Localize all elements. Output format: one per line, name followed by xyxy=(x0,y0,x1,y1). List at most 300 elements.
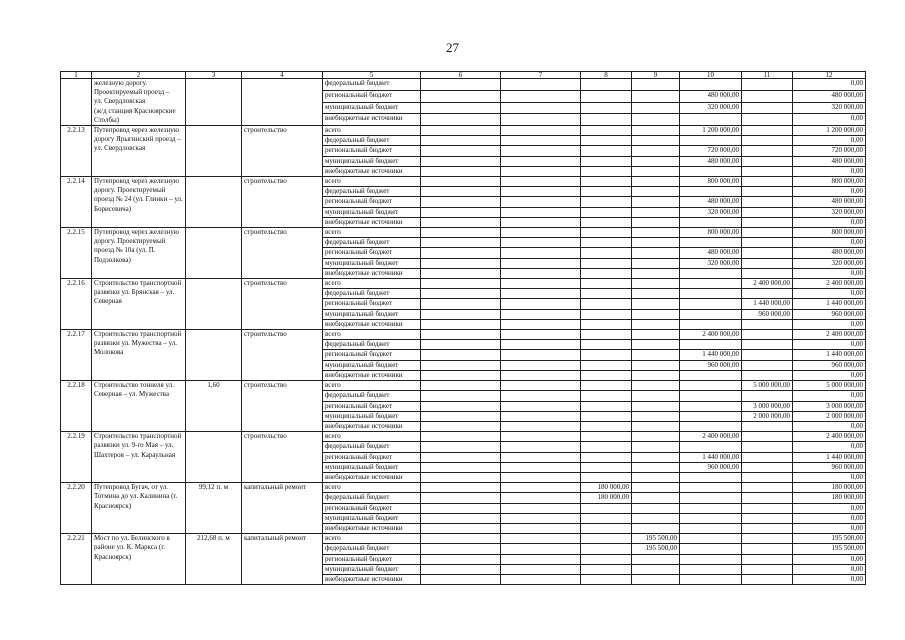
amount-col-6 xyxy=(421,330,501,340)
item-measure xyxy=(186,79,242,126)
amount-col-6 xyxy=(421,289,501,299)
amount-col-9 xyxy=(632,156,680,166)
amount-col-12: 480 000,00 xyxy=(793,156,866,166)
amount-col-12: 800 000,00 xyxy=(793,177,866,187)
amount-col-7 xyxy=(501,340,581,350)
amount-col-10 xyxy=(680,319,742,329)
amount-col-6 xyxy=(421,401,501,411)
amount-col-9 xyxy=(632,350,680,360)
amount-col-11 xyxy=(742,564,793,574)
item-name: Путепровод Бугач, от ул. Тотмина до ул. Калинина (г. Красноярск) xyxy=(92,483,186,534)
item-measure: 212,68 п. м xyxy=(186,534,242,585)
amount-col-11: 2 400 000,00 xyxy=(742,279,793,289)
amount-col-9 xyxy=(632,258,680,268)
table-row xyxy=(61,126,866,136)
item-measure xyxy=(186,330,242,381)
amount-col-8 xyxy=(581,472,632,482)
funding-source: всего xyxy=(323,381,421,391)
amount-col-11 xyxy=(742,177,793,187)
funding-source: всего xyxy=(323,432,421,442)
amount-col-7 xyxy=(501,483,581,493)
item-number: 2.2.18 xyxy=(61,381,92,432)
funding-source: муниципальный бюджет xyxy=(323,564,421,574)
amount-col-10: 480 000,00 xyxy=(680,248,742,258)
amount-col-12: 320 000,00 xyxy=(793,102,866,114)
column-header-12: 12 xyxy=(793,72,866,79)
funding-source: внебюджетные источники xyxy=(323,217,421,227)
funding-source: муниципальный бюджет xyxy=(323,360,421,370)
funding-source: региональный бюджет xyxy=(323,90,421,102)
work-type xyxy=(242,79,323,126)
amount-col-9 xyxy=(632,483,680,493)
item-measure xyxy=(186,177,242,228)
amount-col-7 xyxy=(501,146,581,156)
funding-source: региональный бюджет xyxy=(323,401,421,411)
funding-source: региональный бюджет xyxy=(323,197,421,207)
amount-col-11: 2 000 000,00 xyxy=(742,411,793,421)
amount-col-6 xyxy=(421,370,501,380)
amount-col-11 xyxy=(742,370,793,380)
funding-source: всего xyxy=(323,483,421,493)
amount-col-9 xyxy=(632,523,680,533)
amount-col-6 xyxy=(421,309,501,319)
item-number: 2.2.14 xyxy=(61,177,92,228)
amount-col-7 xyxy=(501,217,581,227)
amount-col-12: 0,00 xyxy=(793,238,866,248)
amount-col-7 xyxy=(501,136,581,146)
amount-col-10 xyxy=(680,544,742,554)
amount-col-8 xyxy=(581,289,632,299)
amount-col-11 xyxy=(742,513,793,523)
amount-col-11 xyxy=(742,523,793,533)
amount-col-8 xyxy=(581,114,632,126)
amount-col-12: 800 000,00 xyxy=(793,228,866,238)
item-name: Строительство тоннеля ул. Северная – ул. Мужества xyxy=(92,381,186,432)
amount-col-12: 0,00 xyxy=(793,513,866,523)
amount-col-7 xyxy=(501,156,581,166)
table-row xyxy=(61,534,866,544)
amount-col-8 xyxy=(581,462,632,472)
amount-col-7 xyxy=(501,411,581,421)
amount-col-8 xyxy=(581,411,632,421)
amount-col-8 xyxy=(581,319,632,329)
amount-col-12: 0,00 xyxy=(793,503,866,513)
amount-col-12: 180 000,00 xyxy=(793,483,866,493)
amount-col-8 xyxy=(581,503,632,513)
item-name: Путепровод через железную дорогу Ярыгинский проезд – ул. Свердловская xyxy=(92,126,186,177)
amount-col-12: 480 000,00 xyxy=(793,197,866,207)
amount-col-9 xyxy=(632,207,680,217)
amount-col-8 xyxy=(581,421,632,431)
amount-col-9 xyxy=(632,381,680,391)
funding-source: федеральный бюджет xyxy=(323,442,421,452)
amount-col-10 xyxy=(680,238,742,248)
amount-col-8 xyxy=(581,330,632,340)
amount-col-6 xyxy=(421,238,501,248)
amount-col-12: 2 400 000,00 xyxy=(793,432,866,442)
amount-col-8 xyxy=(581,452,632,462)
amount-col-7 xyxy=(501,187,581,197)
amount-col-10: 320 000,00 xyxy=(680,258,742,268)
column-header-11: 11 xyxy=(742,72,793,79)
amount-col-9 xyxy=(632,319,680,329)
item-name: Путепровод через железную дорогу. Проектируемый проезд № 24 (ул. Глинки – ул. Борисевича) xyxy=(92,177,186,228)
amount-col-9 xyxy=(632,177,680,187)
amount-col-7 xyxy=(501,523,581,533)
amount-col-6 xyxy=(421,90,501,102)
amount-col-6 xyxy=(421,228,501,238)
amount-col-8 xyxy=(581,513,632,523)
amount-col-12: 0,00 xyxy=(793,79,866,91)
amount-col-12: 1 440 000,00 xyxy=(793,299,866,309)
amount-col-11 xyxy=(742,228,793,238)
table-row xyxy=(61,432,866,442)
funding-source: всего xyxy=(323,126,421,136)
amount-col-6 xyxy=(421,166,501,176)
amount-col-6 xyxy=(421,79,501,91)
amount-col-9 xyxy=(632,513,680,523)
amount-col-12: 0,00 xyxy=(793,554,866,564)
column-header-2: 2 xyxy=(92,72,186,79)
amount-col-12: 5 000 000,00 xyxy=(793,381,866,391)
item-number: 2.2.19 xyxy=(61,432,92,483)
amount-col-11 xyxy=(742,156,793,166)
work-type: строительство xyxy=(242,432,323,483)
amount-col-10: 1 200 000,00 xyxy=(680,126,742,136)
amount-col-11 xyxy=(742,462,793,472)
amount-col-6 xyxy=(421,279,501,289)
column-header-5: 5 xyxy=(323,72,421,79)
funding-source: внебюджетные источники xyxy=(323,523,421,533)
amount-col-8 xyxy=(581,268,632,278)
amount-col-6 xyxy=(421,421,501,431)
work-type: строительство xyxy=(242,279,323,330)
amount-col-7 xyxy=(501,228,581,238)
amount-col-6 xyxy=(421,248,501,258)
amount-col-10: 960 000,00 xyxy=(680,462,742,472)
amount-col-8 xyxy=(581,136,632,146)
amount-col-11 xyxy=(742,432,793,442)
amount-col-8: 180 000,00 xyxy=(581,493,632,503)
amount-col-12: 2 400 000,00 xyxy=(793,279,866,289)
funding-source: региональный бюджет xyxy=(323,248,421,258)
amount-col-10 xyxy=(680,523,742,533)
item-measure xyxy=(186,228,242,279)
item-number: 2.2.16 xyxy=(61,279,92,330)
funding-source: внебюджетные источники xyxy=(323,421,421,431)
amount-col-11 xyxy=(742,90,793,102)
amount-col-9 xyxy=(632,248,680,258)
amount-col-11 xyxy=(742,472,793,482)
amount-col-10 xyxy=(680,309,742,319)
amount-col-10 xyxy=(680,421,742,431)
amount-col-10 xyxy=(680,574,742,584)
amount-col-7 xyxy=(501,197,581,207)
table-row xyxy=(61,483,866,493)
column-header-4: 4 xyxy=(242,72,323,79)
amount-col-6 xyxy=(421,544,501,554)
amount-col-8 xyxy=(581,248,632,258)
amount-col-12: 2 000 000,00 xyxy=(793,411,866,421)
amount-col-10 xyxy=(680,187,742,197)
amount-col-10 xyxy=(680,79,742,91)
amount-col-9 xyxy=(632,330,680,340)
amount-col-11 xyxy=(742,197,793,207)
amount-col-11: 3 000 000,00 xyxy=(742,401,793,411)
column-header-9: 9 xyxy=(632,72,680,79)
amount-col-7 xyxy=(501,248,581,258)
amount-col-10 xyxy=(680,289,742,299)
funding-source: всего xyxy=(323,330,421,340)
amount-col-6 xyxy=(421,411,501,421)
item-name: Строительство транспортной развязки ул. 9-го Мая – ул. Шахтеров – ул. Караульная xyxy=(92,432,186,483)
funding-source: внебюджетные источники xyxy=(323,114,421,126)
amount-col-10 xyxy=(680,564,742,574)
funding-source: внебюджетные источники xyxy=(323,319,421,329)
amount-col-8 xyxy=(581,228,632,238)
funding-source: внебюджетные источники xyxy=(323,166,421,176)
amount-col-10 xyxy=(680,381,742,391)
work-type: строительство xyxy=(242,126,323,177)
amount-col-10: 320 000,00 xyxy=(680,102,742,114)
amount-col-7 xyxy=(501,401,581,411)
amount-col-10 xyxy=(680,472,742,482)
amount-col-11 xyxy=(742,503,793,513)
amount-col-7 xyxy=(501,238,581,248)
amount-col-7 xyxy=(501,207,581,217)
amount-col-10: 320 000,00 xyxy=(680,207,742,217)
item-measure xyxy=(186,126,242,177)
funding-source: региональный бюджет xyxy=(323,146,421,156)
amount-col-8 xyxy=(581,340,632,350)
amount-col-12: 0,00 xyxy=(793,217,866,227)
amount-col-11 xyxy=(742,146,793,156)
amount-col-11: 960 000,00 xyxy=(742,309,793,319)
funding-source: муниципальный бюджет xyxy=(323,462,421,472)
amount-col-10 xyxy=(680,503,742,513)
amount-col-6 xyxy=(421,146,501,156)
amount-col-12: 1 200 000,00 xyxy=(793,126,866,136)
amount-col-8 xyxy=(581,309,632,319)
financing-table xyxy=(60,71,866,585)
amount-col-6 xyxy=(421,114,501,126)
amount-col-8 xyxy=(581,79,632,91)
amount-col-11 xyxy=(742,207,793,217)
amount-col-6 xyxy=(421,177,501,187)
amount-col-9 xyxy=(632,574,680,584)
amount-col-11 xyxy=(742,166,793,176)
amount-col-8 xyxy=(581,197,632,207)
amount-col-8 xyxy=(581,350,632,360)
amount-col-6 xyxy=(421,197,501,207)
amount-col-8 xyxy=(581,299,632,309)
amount-col-8 xyxy=(581,238,632,248)
item-name: Строительство транспортной развязки ул. Мужества – ул. Молокова xyxy=(92,330,186,381)
work-type: строительство xyxy=(242,381,323,432)
amount-col-6 xyxy=(421,268,501,278)
amount-col-6 xyxy=(421,299,501,309)
amount-col-7 xyxy=(501,126,581,136)
amount-col-7 xyxy=(501,360,581,370)
amount-col-8 xyxy=(581,523,632,533)
amount-col-8 xyxy=(581,217,632,227)
amount-col-8 xyxy=(581,432,632,442)
amount-col-10 xyxy=(680,391,742,401)
amount-col-10 xyxy=(680,136,742,146)
amount-col-12: 0,00 xyxy=(793,574,866,584)
amount-col-7 xyxy=(501,564,581,574)
amount-col-7 xyxy=(501,503,581,513)
column-header-1: 1 xyxy=(61,72,92,79)
amount-col-11 xyxy=(742,258,793,268)
amount-col-9 xyxy=(632,126,680,136)
amount-col-6 xyxy=(421,472,501,482)
amount-col-9 xyxy=(632,228,680,238)
page-number: 27 xyxy=(446,40,459,55)
amount-col-12: 960 000,00 xyxy=(793,360,866,370)
amount-col-9 xyxy=(632,493,680,503)
item-name: железную дорогу. Проектируемый проезд – ул. Свердловская (ж/д станция Красноярские Столбы) xyxy=(92,79,186,126)
amount-col-11 xyxy=(742,102,793,114)
amount-col-10 xyxy=(680,268,742,278)
amount-col-6 xyxy=(421,513,501,523)
amount-col-8 xyxy=(581,534,632,544)
amount-col-9 xyxy=(632,432,680,442)
amount-col-11 xyxy=(742,79,793,91)
funding-source: всего xyxy=(323,279,421,289)
table-row xyxy=(61,228,866,238)
amount-col-7 xyxy=(501,309,581,319)
amount-col-6 xyxy=(421,442,501,452)
amount-col-6 xyxy=(421,554,501,564)
column-header-6: 6 xyxy=(421,72,501,79)
amount-col-7 xyxy=(501,166,581,176)
amount-col-11 xyxy=(742,114,793,126)
amount-col-12: 0,00 xyxy=(793,268,866,278)
amount-col-7 xyxy=(501,513,581,523)
amount-col-7 xyxy=(501,574,581,584)
amount-col-10: 800 000,00 xyxy=(680,177,742,187)
amount-col-9 xyxy=(632,564,680,574)
amount-col-6 xyxy=(421,217,501,227)
table-row xyxy=(61,79,866,91)
work-type: капитальный ремонт xyxy=(242,534,323,585)
amount-col-9: 195 500,00 xyxy=(632,534,680,544)
funding-source: всего xyxy=(323,534,421,544)
amount-col-11 xyxy=(742,136,793,146)
amount-col-11 xyxy=(742,340,793,350)
amount-col-7 xyxy=(501,534,581,544)
table-body xyxy=(61,79,866,585)
amount-col-9 xyxy=(632,238,680,248)
item-measure xyxy=(186,279,242,330)
amount-col-12: 2 400 000,00 xyxy=(793,330,866,340)
amount-col-11 xyxy=(742,248,793,258)
amount-col-8 xyxy=(581,544,632,554)
funding-source: региональный бюджет xyxy=(323,299,421,309)
amount-col-9 xyxy=(632,421,680,431)
funding-source: федеральный бюджет xyxy=(323,79,421,91)
amount-col-7 xyxy=(501,299,581,309)
amount-col-9: 195 500,00 xyxy=(632,544,680,554)
amount-col-7 xyxy=(501,452,581,462)
item-number: 2.2.15 xyxy=(61,228,92,279)
amount-col-11 xyxy=(742,319,793,329)
amount-col-6 xyxy=(421,523,501,533)
table-row xyxy=(61,330,866,340)
amount-col-10 xyxy=(680,217,742,227)
amount-col-8 xyxy=(581,156,632,166)
amount-col-12: 0,00 xyxy=(793,166,866,176)
amount-col-10 xyxy=(680,493,742,503)
amount-col-7 xyxy=(501,421,581,431)
amount-col-6 xyxy=(421,126,501,136)
amount-col-10 xyxy=(680,513,742,523)
funding-source: федеральный бюджет xyxy=(323,238,421,248)
amount-col-10: 480 000,00 xyxy=(680,197,742,207)
amount-col-7 xyxy=(501,79,581,91)
amount-col-9 xyxy=(632,503,680,513)
amount-col-11: 5 000 000,00 xyxy=(742,381,793,391)
work-type: строительство xyxy=(242,330,323,381)
amount-col-10 xyxy=(680,340,742,350)
amount-col-9 xyxy=(632,299,680,309)
amount-col-10 xyxy=(680,279,742,289)
amount-col-11 xyxy=(742,452,793,462)
item-number: 2.2.20 xyxy=(61,483,92,534)
amount-col-9 xyxy=(632,360,680,370)
amount-col-12: 960 000,00 xyxy=(793,309,866,319)
amount-col-11 xyxy=(742,187,793,197)
amount-col-8 xyxy=(581,166,632,176)
amount-col-10 xyxy=(680,442,742,452)
amount-col-10: 960 000,00 xyxy=(680,360,742,370)
amount-col-7 xyxy=(501,268,581,278)
column-header-row xyxy=(61,72,866,79)
amount-col-11 xyxy=(742,391,793,401)
amount-col-8 xyxy=(581,279,632,289)
amount-col-6 xyxy=(421,452,501,462)
funding-source: федеральный бюджет xyxy=(323,493,421,503)
amount-col-9 xyxy=(632,217,680,227)
funding-source: внебюджетные источники xyxy=(323,472,421,482)
amount-col-7 xyxy=(501,350,581,360)
amount-col-12: 3 000 000,00 xyxy=(793,401,866,411)
amount-col-11 xyxy=(742,330,793,340)
item-measure: 1,60 xyxy=(186,381,242,432)
amount-col-6 xyxy=(421,360,501,370)
item-number: 2.2.13 xyxy=(61,126,92,177)
amount-col-11 xyxy=(742,217,793,227)
amount-col-7 xyxy=(501,330,581,340)
amount-col-11 xyxy=(742,574,793,584)
amount-col-9 xyxy=(632,401,680,411)
amount-col-6 xyxy=(421,319,501,329)
amount-col-7 xyxy=(501,432,581,442)
amount-col-10 xyxy=(680,411,742,421)
amount-col-6 xyxy=(421,340,501,350)
amount-col-6 xyxy=(421,381,501,391)
amount-col-7 xyxy=(501,102,581,114)
amount-col-8 xyxy=(581,258,632,268)
amount-col-8 xyxy=(581,370,632,380)
amount-col-7 xyxy=(501,462,581,472)
amount-col-9 xyxy=(632,114,680,126)
funding-source: муниципальный бюджет xyxy=(323,513,421,523)
item-name: Путепровод через железную дорогу. Проектируемый проезд № 10а (ул. П. Подзолкова) xyxy=(92,228,186,279)
amount-col-6 xyxy=(421,564,501,574)
work-type: строительство xyxy=(242,177,323,228)
